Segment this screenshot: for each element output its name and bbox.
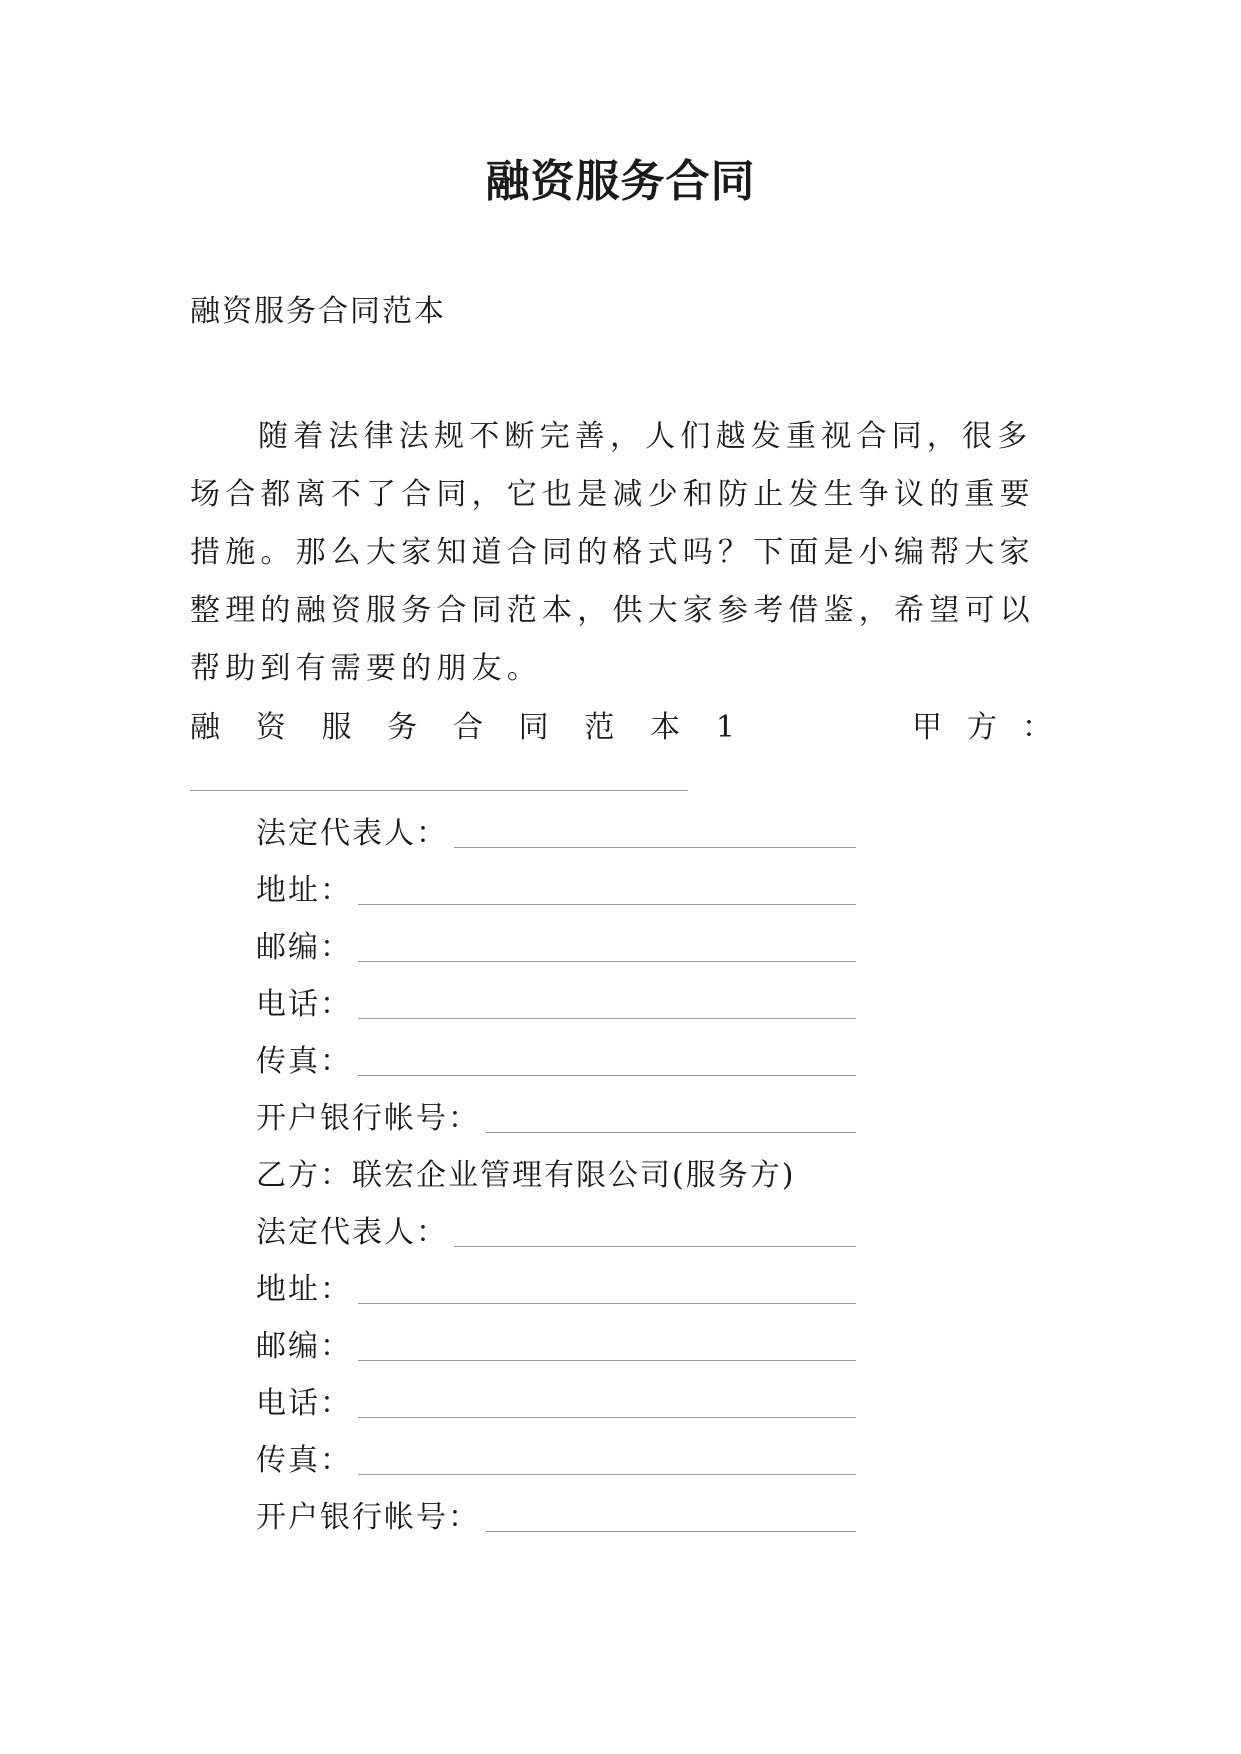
field-blank	[358, 1075, 856, 1076]
party-a-name-blank	[190, 790, 688, 791]
intro-paragraph: 随着法律法规不断完善，人们越发重视合同，很多场合都离不了合同，它也是减少和防止发生争议的重要措施。那么大家知道合同的格式吗？下面是小编帮大家整理的融资服务合同范本，供大家参考借鉴，希望可以帮助到有需要的朋友。	[190, 419, 1035, 686]
section-heading-char: 同	[518, 710, 549, 745]
field-blank	[358, 904, 856, 905]
party-a-address-field	[256, 869, 856, 913]
section-heading-char: 资	[255, 710, 286, 745]
party-a-fax-field	[256, 1040, 856, 1084]
party-a-postcode-field	[256, 926, 856, 970]
party-a-legal-rep-field	[256, 812, 856, 856]
section-heading-char: 合	[452, 710, 483, 745]
field-label: 邮编：	[256, 930, 352, 965]
field-blank	[358, 1360, 856, 1361]
section-heading-char: 1	[715, 710, 735, 745]
field-blank	[358, 1018, 856, 1019]
party-b-address-field	[256, 1268, 856, 1312]
field-blank	[358, 1417, 856, 1418]
party-b-legal-rep-field	[256, 1211, 856, 1255]
party-a-label-char: ：	[1022, 710, 1052, 745]
field-label: 电话：	[256, 987, 352, 1022]
document-title: 融资服务合同	[485, 156, 756, 207]
field-label: 地址：	[256, 873, 352, 908]
field-blank	[486, 1531, 856, 1532]
section-heading	[190, 706, 735, 750]
section-heading-char: 范	[584, 710, 615, 745]
field-blank	[358, 1474, 856, 1475]
party-a-label-char: 方	[967, 710, 997, 745]
field-label: 邮编：	[256, 1329, 352, 1364]
field-label: 电话：	[256, 1386, 352, 1421]
party-a-label	[912, 706, 1052, 750]
party-b-bank-account-field	[256, 1496, 856, 1540]
party-b-fax-field	[256, 1439, 856, 1483]
party-a-bank-account-field	[256, 1097, 856, 1141]
party-b-postcode-field	[256, 1325, 856, 1369]
field-blank	[358, 1303, 856, 1304]
field-blank	[486, 1132, 856, 1133]
party-b-phone-field	[256, 1382, 856, 1426]
document-subtitle: 融资服务合同范本	[190, 294, 446, 329]
field-blank	[358, 961, 856, 962]
field-blank	[454, 1246, 856, 1247]
field-label: 地址：	[256, 1272, 352, 1307]
section-heading-char: 服	[321, 710, 352, 745]
field-blank	[454, 847, 856, 848]
section-heading-char: 融	[190, 710, 220, 745]
section-heading-char: 本	[650, 710, 681, 745]
section-heading-line	[190, 706, 1052, 750]
field-label: 法定代表人：	[256, 1215, 448, 1250]
field-label: 传真：	[256, 1044, 352, 1079]
party-a-label-char: 甲	[912, 710, 942, 745]
party-b-line: 乙方：联宏企业管理有限公司(服务方)	[256, 1158, 796, 1193]
section-heading-char: 务	[387, 710, 418, 745]
party-a-phone-field	[256, 983, 856, 1027]
field-label: 开户银行帐号：	[256, 1500, 480, 1535]
field-label: 传真：	[256, 1443, 352, 1478]
field-label: 开户银行帐号：	[256, 1101, 480, 1136]
field-label: 法定代表人：	[256, 816, 448, 851]
